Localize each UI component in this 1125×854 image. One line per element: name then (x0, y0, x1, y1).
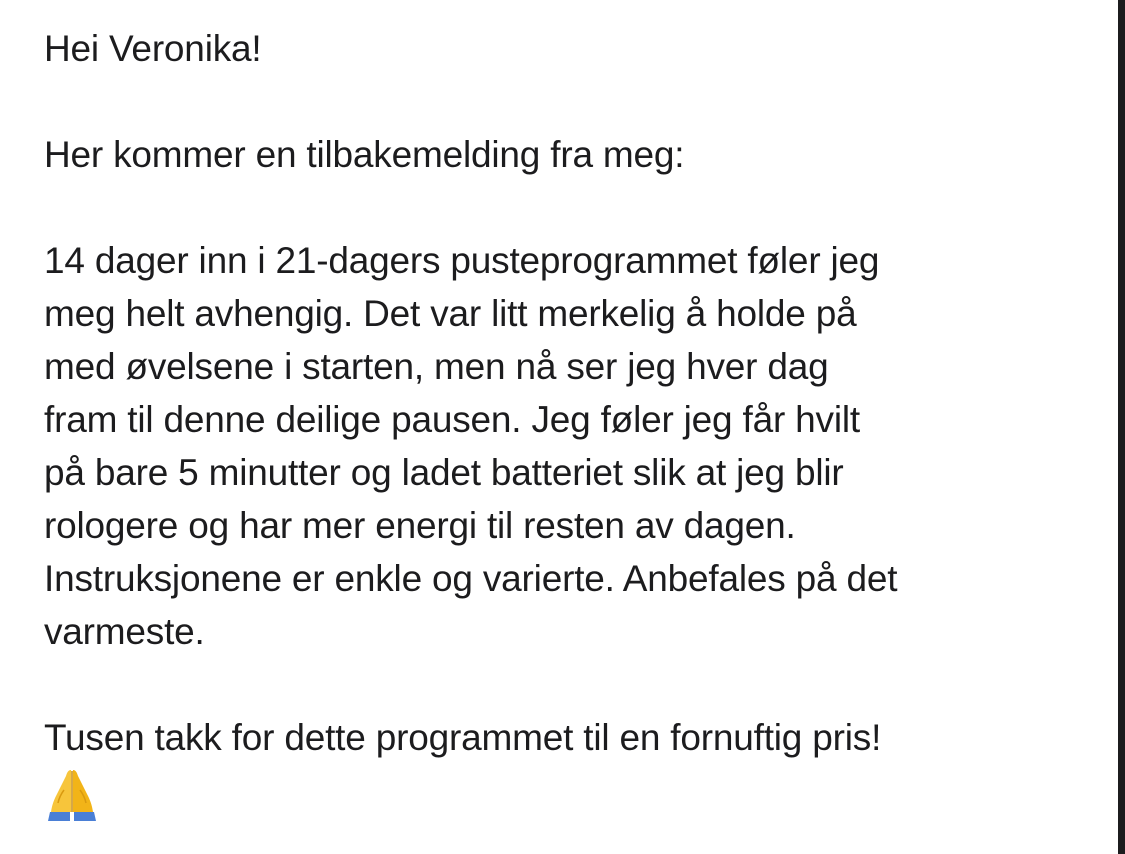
body-line: varmeste. (44, 611, 205, 652)
body-line: meg helt avhengig. Det var litt merkelig å holde på (44, 293, 857, 334)
greeting-line: Hei Veronika! (44, 28, 262, 69)
closing-line: Tusen takk for dette programmet til en fornuftig pris! (44, 717, 882, 758)
body-line: fram til denne deilige pausen. Jeg føler jeg får hvilt (44, 399, 860, 440)
intro-line: Her kommer en tilbakemelding fra meg: (44, 134, 685, 175)
body-line: på bare 5 minutter og ladet batteriet slik at jeg blir (44, 452, 844, 493)
body-line: Instruksjonene er enkle og varierte. Anbefales på det (44, 558, 898, 599)
blank-line (44, 181, 1104, 234)
body-line: med øvelsene i starten, men nå ser jeg hver dag (44, 346, 829, 387)
message-text (44, 22, 1104, 822)
folded-hands-icon (44, 766, 100, 822)
right-edge-divider (1118, 0, 1125, 854)
blank-line (44, 658, 1104, 711)
body-line: 14 dager inn i 21-dagers pusteprogrammet føler jeg (44, 240, 880, 281)
body-line: rologere og har mer energi til resten av dagen. (44, 505, 796, 546)
blank-line (44, 75, 1104, 128)
